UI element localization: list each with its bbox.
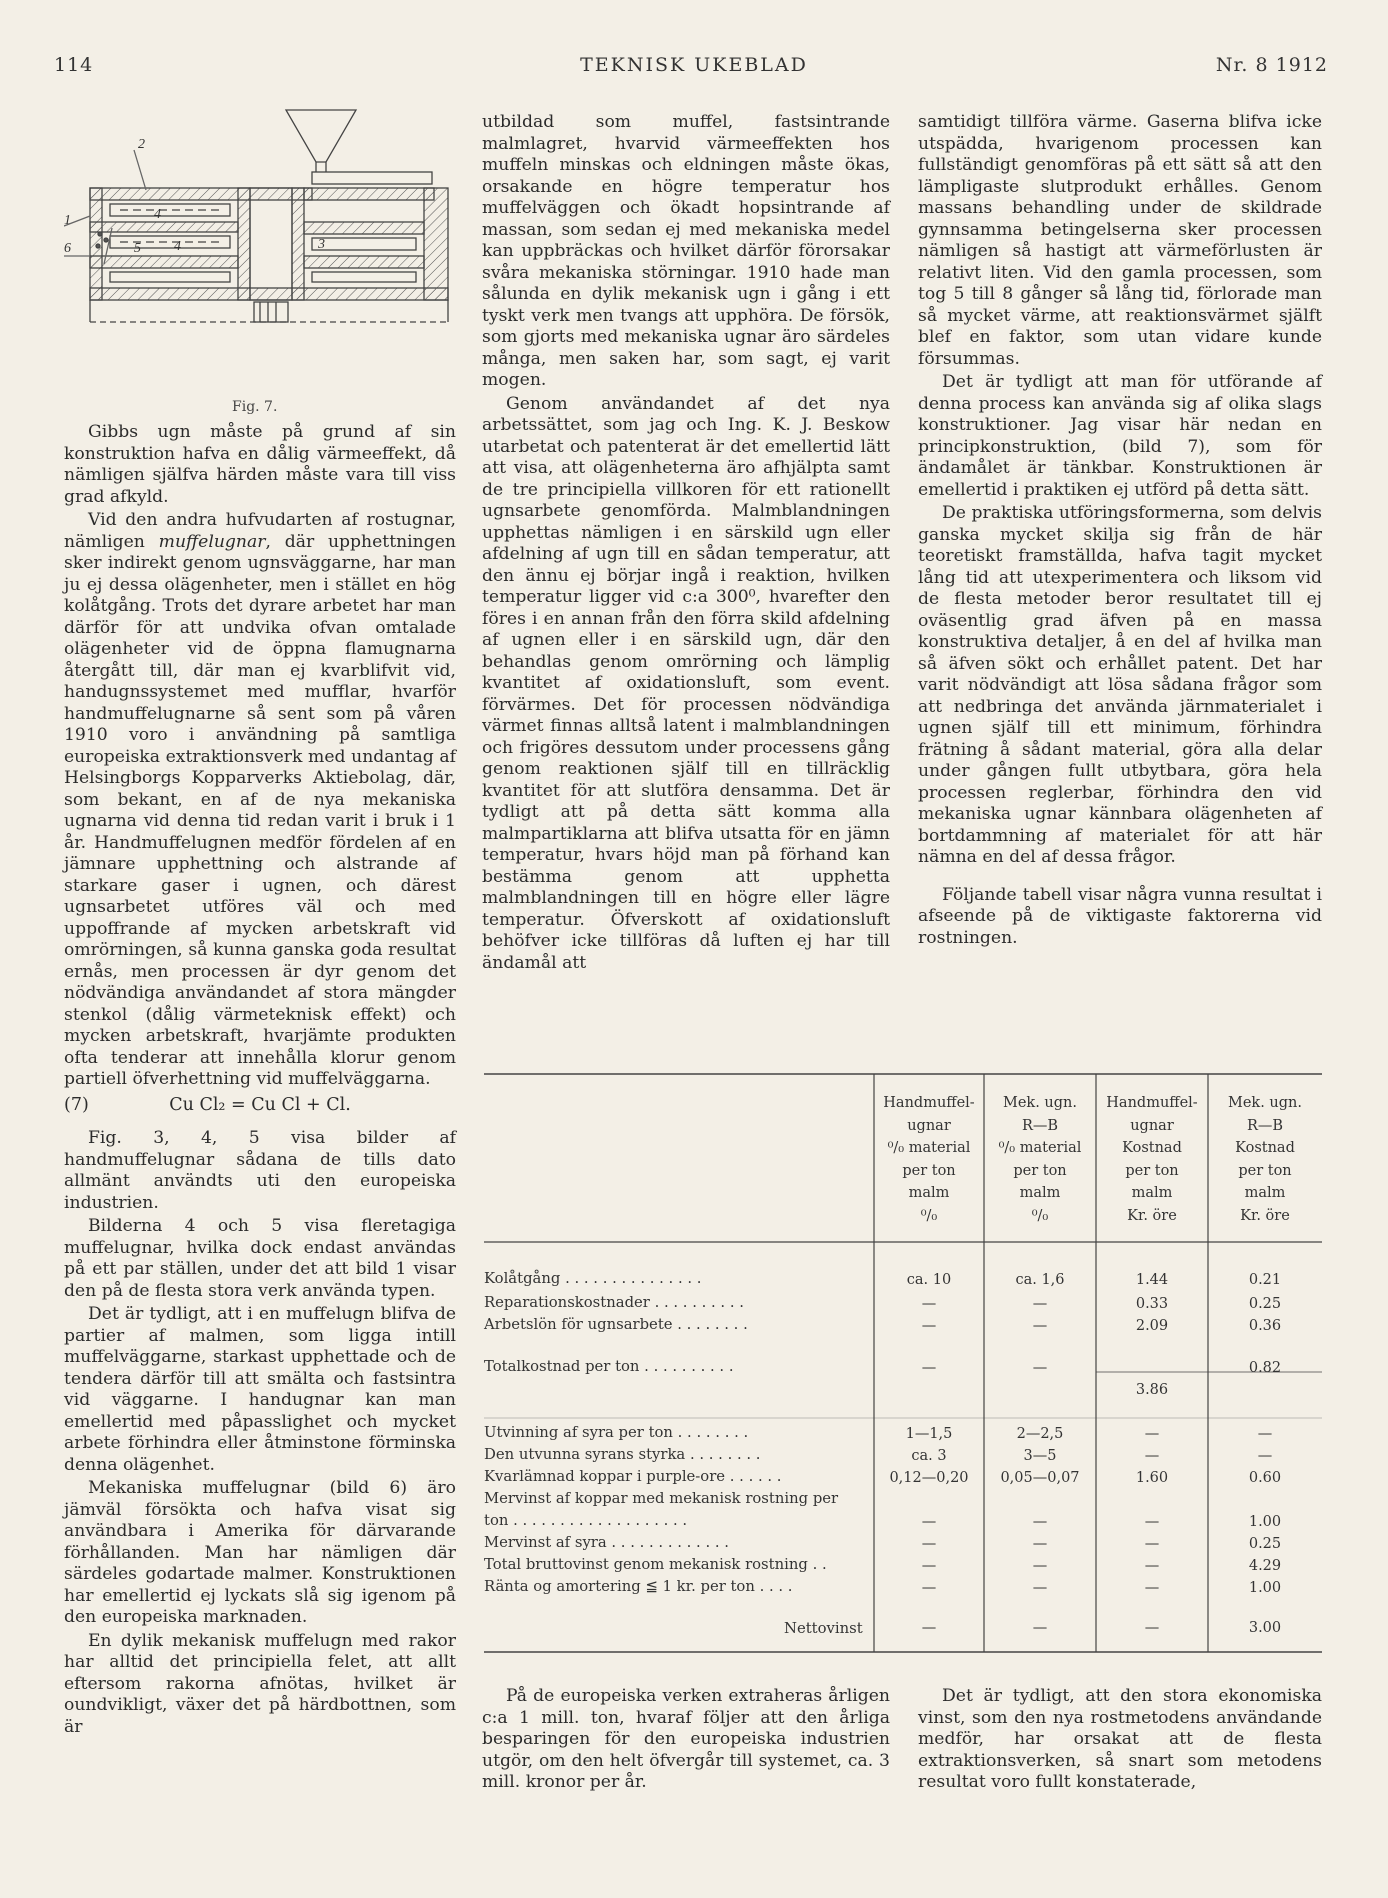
table-cell: 0.25 [1248, 1536, 1282, 1552]
table-cell: — [921, 1514, 937, 1530]
table-cell: — [921, 1536, 937, 1552]
journal-title: TEKNISK UKEBLAD [580, 54, 808, 76]
table-cell: ca. 1,6 [1015, 1272, 1065, 1288]
header-line: malm [1019, 1185, 1061, 1201]
table-cell: 0.33 [1135, 1296, 1169, 1312]
paragraph: Bilderna 4 och 5 visa fleretagiga muffelugnar, hvilka dock endast användas på ett par ställen, under det att bild 1 visar den på de flesta stora verk använda typen. [64, 1216, 456, 1301]
header-line: malm [908, 1185, 950, 1201]
column-header [1208, 1092, 1322, 1227]
table-cell: — [1032, 1296, 1048, 1312]
bottom-left [482, 1686, 890, 1794]
header-line: ⁰/₀ [920, 1207, 938, 1224]
table-cell: — [1257, 1426, 1273, 1442]
table-cell: 0.25 [1248, 1296, 1282, 1312]
figure-label: 4 [174, 239, 181, 254]
table-cell: 0.60 [1248, 1470, 1282, 1486]
header-line: Handmuffel- [883, 1095, 975, 1111]
paragraph: Gibbs ugn måste på grund af sin konstruktion hafva en dålig värmeeffekt, då nämligen själfva härden måste vara till viss grad afkyld. [64, 422, 456, 507]
header-line: Handmuffel- [1106, 1095, 1198, 1111]
figure-label: 5 [134, 241, 141, 256]
header-line: Kr. öre [1127, 1207, 1177, 1224]
bottom-right [918, 1686, 1322, 1794]
header-line: ugnar [907, 1117, 951, 1134]
column-header [874, 1092, 984, 1227]
header-line: R—B [1021, 1117, 1059, 1134]
text-span: Vid den andra hufvudarten af rostugnar, nämligen [64, 510, 456, 552]
table-cell: 0.21 [1248, 1272, 1282, 1288]
row-label: Nettovinst [784, 1620, 863, 1637]
page-number: 114 [54, 54, 94, 76]
table-cell: 3.00 [1248, 1620, 1282, 1636]
table-cell: 4.29 [1248, 1558, 1282, 1574]
header-line: Kostnad [1122, 1140, 1182, 1156]
table-cell: 0,05—0,07 [1000, 1470, 1080, 1486]
table-cell: 3—5 [1023, 1448, 1057, 1464]
row-label: Total bruttovinst genom mekanisk rostning . . [484, 1556, 827, 1573]
table-cell: — [1257, 1448, 1273, 1464]
table-cell: — [1144, 1620, 1160, 1636]
text-span: , där upphettningen sker indirekt genom ugnsväggarne, har man ju ej dessa olägenheter, men i stället en hög kolåtgång. Trots det dyrare arbetet har man därför för att undvika ofvan omtalade olägenheter vid de öppna flamugnarna återgått till, där man ej kvarblifvit vid, handugnssystemet med mufflar, hvarför handmuffelugnarne så sent som på våren 1910 voro i användning på samtliga europeiska extraktionsverk med undantag af Helsingborgs Kopparverks Aktiebolag, där, som bekant, en af de nya mekaniska ugnarna vid denna tid redan varit i bruk i 1 år. Handmuffelugnen medför fördelen af en jämnare upphettning och alstrande af starkare gaser i ugnen, och därest ugnsarbetet utföres väl och med uppoffrande af mycken arbetskraft vid omrörningen, så kunna ganska goda resultat ernås, men processen är dyr genom det nödvändiga användandet af stora mängder stenkol (dålig värmeteknisk effekt) och mycken arbetskraft, hvarjämte produkten ofta tenderar att innehålla klorur genom partiell öfverhettning vid muffelväggarna. [64, 531, 456, 1089]
table-cell: — [921, 1558, 937, 1574]
column-2 [482, 112, 890, 976]
header-line: Kr. öre [1240, 1207, 1290, 1224]
header-line: ⁰/₀ material [998, 1140, 1082, 1156]
figure-label: 4 [154, 207, 161, 222]
row-label: ton . . . . . . . . . . . . . . . . . . . [484, 1512, 688, 1529]
figure-label: 1 [64, 213, 71, 228]
table-cell: 1—1,5 [905, 1426, 953, 1442]
header-line: per ton [1013, 1162, 1067, 1179]
figure-label: 6 [64, 241, 71, 256]
column-header [984, 1092, 1096, 1227]
paragraph: På de europeiska verken extraheras årligen c:a 1 mill. ton, hvaraf följer att den årliga besparingen för den europeiska industrien utgör, om den helt öfvergår till systemet, ca. 3 mill. kronor per år. [482, 1686, 890, 1792]
column-header [1096, 1092, 1208, 1227]
paragraph: Det är tydligt, att i en muffelugn blifva de partier af malmen, som ligga intill muffelväggarne, starkast upphettade och de tendera därför till att smälta och fastsintra vid väggarne. I handugnar kan man emellertid med påpasslighet och mycket arbete förhindra eller åtminstone förminska denna olägenhet. [64, 1304, 456, 1475]
header-line: Mek. ugn. [1002, 1095, 1077, 1111]
equation-number: (7) [64, 1094, 89, 1115]
table-cell: 3.86 [1135, 1382, 1169, 1398]
table-cell: — [921, 1296, 937, 1312]
paragraph: Det är tydligt, att den stora ekonomiska vinst, som den nya rostmetodens användande medför, har orsakat att de flesta extraktionsverken, så snart som metodens resultat voro fullt konstaterade, [918, 1686, 1322, 1792]
table-cell: 2.09 [1135, 1318, 1169, 1334]
table-cell: — [1144, 1426, 1160, 1442]
row-label: Arbetslön för ugnsarbete . . . . . . . . [484, 1316, 748, 1333]
table-cell: — [921, 1318, 937, 1334]
table-cell: 1.60 [1135, 1470, 1169, 1486]
row-label: Totalkostnad per ton . . . . . . . . . . [484, 1358, 734, 1375]
table-cell: ca. 10 [906, 1272, 952, 1288]
header-line: ⁰/₀ material [887, 1140, 971, 1156]
table-cell: — [921, 1360, 937, 1376]
paragraph: Mekaniska muffelugnar (bild 6) äro jämväl försökta och hafva visat sig användbara i Amerika för därvarande förhållanden. Man har nämligen där särdeles godartade malmer. Konstruktionen har emellertid ej lyckats slå sig igenom på den europeiska marknaden. [64, 1478, 456, 1627]
row-label: Ränta og amortering ≦ 1 kr. per ton . . . . [484, 1578, 793, 1595]
paragraph: utbildad som muffel, fastsintrande malmlagret, hvarvid värmeeffekten hos muffeln minskas och eldningen måste ökas, orsakande en högre temperatur hos muffelväggen och ökadt hopsintrande af massan, som sedan ej med mekaniska medel kan uppbräckas och hvilket därför förorsakar svåra mekaniska störningar. 1910 hade man sålunda en dylik mekanisk ugn i gång i ett tyskt verk men tvangs att upphöra. De försök, som gjorts med mekaniska ugnar äro särdeles många, men saken har, som sagt, ej varit mogen. [482, 112, 890, 390]
header-line: malm [1244, 1185, 1286, 1201]
row-label: Utvinning af syra per ton . . . . . . . . [484, 1424, 749, 1441]
header-line: Mek. ugn. [1227, 1095, 1302, 1111]
paragraph: En dylik mekanisk muffelugn med rakor har alltid det principiella felet, att allt eftersom rakorna afnötas, hvilket är oundvikligt, växer det på härdbottnen, som är [64, 1630, 456, 1737]
table-cell: — [1144, 1580, 1160, 1596]
emphasis: muffelugnar [158, 531, 266, 552]
table-cell: 2—2,5 [1016, 1426, 1064, 1442]
table-cell: — [1032, 1514, 1048, 1530]
header-line: per ton [902, 1162, 956, 1179]
table-cell: 0,12—0,20 [889, 1470, 969, 1486]
table-cell: ca. 3 [911, 1448, 947, 1464]
row-label: Mervinst af koppar med mekanisk rostning per [484, 1490, 839, 1507]
table-cell: — [1144, 1536, 1160, 1552]
paragraph: Fig. 3, 4, 5 visa bilder af handmuffelugnar sådana de tills dato allmänt användts uti den europeiska industrien. [64, 1128, 456, 1213]
table-cell: — [921, 1620, 937, 1636]
table-cell: — [1032, 1620, 1048, 1636]
figure-caption: Fig. 7. [232, 399, 278, 415]
table-cell: — [1032, 1536, 1048, 1552]
header-line: ⁰/₀ [1031, 1207, 1049, 1224]
figure-label: 3 [318, 237, 325, 252]
table-cell: 1.44 [1135, 1272, 1169, 1288]
furnace-diagram [64, 106, 464, 396]
paragraph: samtidigt tillföra värme. Gaserna blifva icke utspädda, hvarigenom processen kan fullständigt genomföras på ett sätt så att den lämpligaste slutprodukt erhålles. Genom massans behandling under de skildrade gynnsamma betingelserna sker processen nämligen så hastigt att värmeförlusten är relativt liten. Vid den gamla processen, som tog 5 till 8 gånger så lång tid, förlorade man så mycket värme, att reaktionsvärmet själft blef en faktor, som utan vidare kunde försummas. [918, 112, 1322, 369]
equation [64, 1095, 456, 1117]
table-cell: 1.00 [1248, 1580, 1282, 1596]
issue-number: Nr. 8 1912 [1215, 54, 1328, 76]
results-table [484, 1072, 1322, 1654]
figure-label: 2 [138, 137, 145, 152]
paragraph: Följande tabell visar några vunna resultat i afseende på de viktigaste faktorerna vid rostningen. [918, 884, 1322, 948]
paragraph: Genom användandet af det nya arbetssättet, som jag och Ing. K. J. Beskow utarbetat och patenterat är det emellertid lätt att visa, att olägenheterna äro afhjälpta samt de tre principiella villkoren för ett rationellt ugnsarbete genomförda. Malmblandningen upphettas nämligen i en särskild ugn eller afdelning af ugn till en sådan temperatur, att den ännu ej börjar ingå i reaktion, hvilken temperatur ligger vid c:a 300⁰, hvarefter den föres i en annan från den förra skild afdelning af ugnen eller i en särskild ugn, där den behandlas genom omrörning och lämplig kvantitet af oxidationsluft, som event. förvärmes. Det för processen nödvändiga värmet finnas alltså latent i malmblandningen och frigöres dessutom under processens gång genom reaktionen själf till en tillräcklig kvantitet för att slutföra densamma. Det är tydligt att på detta sätt komma alla malmpartiklarna att blifva utsatta för en jämn temperatur, hvars höjd man på förhand kan bestämma genom att upphetta malmblandningen till en högre eller lägre temperatur. Öfverskott af oxidationsluft behöfver icke tillföras då luften ej har till ändamål att [482, 393, 890, 973]
header-line: ugnar [1130, 1117, 1174, 1134]
equation-formula: Cu Cl₂ = Cu Cl + Cl. [169, 1094, 351, 1115]
table-cell: — [1032, 1558, 1048, 1574]
paragraph [64, 510, 456, 1091]
table-cell: 0.82 [1248, 1360, 1282, 1376]
table-cell: — [1032, 1360, 1048, 1376]
header-line: Kostnad [1235, 1140, 1295, 1156]
table-cell: — [1032, 1318, 1048, 1334]
row-label: Den utvunna syrans styrka . . . . . . . . [484, 1446, 761, 1463]
row-label: Kvarlämnad koppar i purple-ore . . . . . . [484, 1468, 782, 1485]
table-cell: — [1144, 1558, 1160, 1574]
table-cell: — [1032, 1580, 1048, 1596]
column-3 [918, 112, 1322, 951]
paragraph: De praktiska utföringsformerna, som delvis ganska mycket skilja sig från de här teoretiskt framställda, hafva tagit mycket lång tid att utexperimentera och liksom vid de flesta metoder beror resultatet till ej oväsentlig grad äfven på en massa konstruktiva detaljer, å en del af hvilka man så äfven sökt och erhållet patent. Det har varit nödvändigt att lösa sådana frågor som att nedbringa det använda järnmaterialet i ugnen själf till ett minimum, förhindra frätning å sådant material, göra alla delar under gången fullt utbytbara, göra hela processen reglerbar, förhindra den vid mekaniska ugnar kännbara olägenheten af bortdammning af materialet för att här nämna en del af dessa frågor. [918, 503, 1322, 867]
header-line: R—B [1246, 1117, 1284, 1134]
table-cell: 1.00 [1248, 1514, 1282, 1530]
header-line: per ton [1238, 1162, 1292, 1179]
paragraph: Det är tydligt att man för utförande af denna process kan använda sig af olika slags konstruktioner. Jag visar här nedan en principkonstruktion, (bild 7), som för ändamålet är tänkbar. Konstruktionen är emellertid i praktiken ej utförd på detta sätt. [918, 372, 1322, 500]
column-1 [64, 422, 456, 1740]
header-line: per ton [1125, 1162, 1179, 1179]
row-label: Reparationskostnader . . . . . . . . . . [484, 1294, 744, 1311]
header-line: malm [1131, 1185, 1173, 1201]
table-cell: — [921, 1580, 937, 1596]
table-cell: — [1144, 1448, 1160, 1464]
table-cell: 0.36 [1248, 1318, 1282, 1334]
row-label: Mervinst af syra . . . . . . . . . . . . . [484, 1534, 729, 1551]
table-cell: — [1144, 1514, 1160, 1530]
row-label: Kolåtgång . . . . . . . . . . . . . . . [484, 1270, 702, 1287]
